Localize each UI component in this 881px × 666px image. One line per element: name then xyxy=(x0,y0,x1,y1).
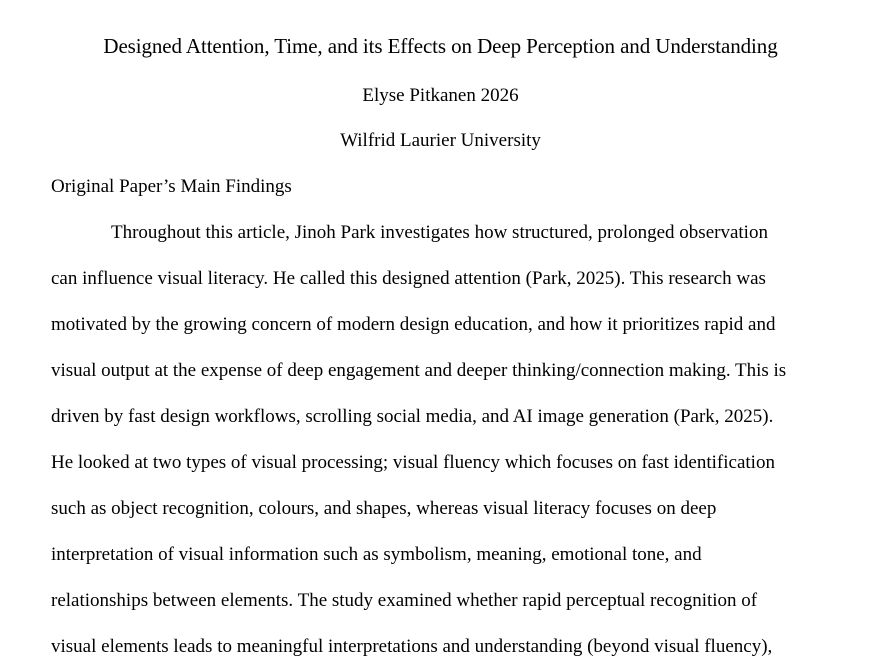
paragraph-line: visual elements leads to meaningful interpretations and understanding (beyond visual fluency), xyxy=(51,636,773,657)
paragraph-line: relationships between elements. The study examined whether rapid perceptual recognition of xyxy=(51,590,758,611)
paragraph-line: Throughout this article, Jinoh Park investigates how structured, prolonged observation xyxy=(111,222,768,243)
paragraph-line: driven by fast design workflows, scrolling social media, and AI image generation (Park, 2025). xyxy=(51,406,774,427)
paragraph-line: He looked at two types of visual processing; visual fluency which focuses on fast identification xyxy=(51,452,775,473)
document-title: Designed Attention, Time, and its Effects on Deep Perception and Understanding xyxy=(103,34,778,58)
institution-line: Wilfrid Laurier University xyxy=(340,130,541,151)
paragraph-line: can influence visual literacy. He called this designed attention (Park, 2025). This research was xyxy=(51,268,766,289)
paragraph-line: visual output at the expense of deep engagement and deeper thinking/connection making. This is xyxy=(51,360,787,381)
paragraph-line: motivated by the growing concern of modern design education, and how it prioritizes rapid and xyxy=(51,314,776,335)
author-line: Elyse Pitkanen 2026 xyxy=(362,85,519,106)
section-heading: Original Paper’s Main Findings xyxy=(51,176,292,197)
paragraph-line: interpretation of visual information such as symbolism, meaning, emotional tone, and xyxy=(51,544,702,565)
paragraph-line: such as object recognition, colours, and shapes, whereas visual literacy focuses on deep xyxy=(51,498,717,519)
